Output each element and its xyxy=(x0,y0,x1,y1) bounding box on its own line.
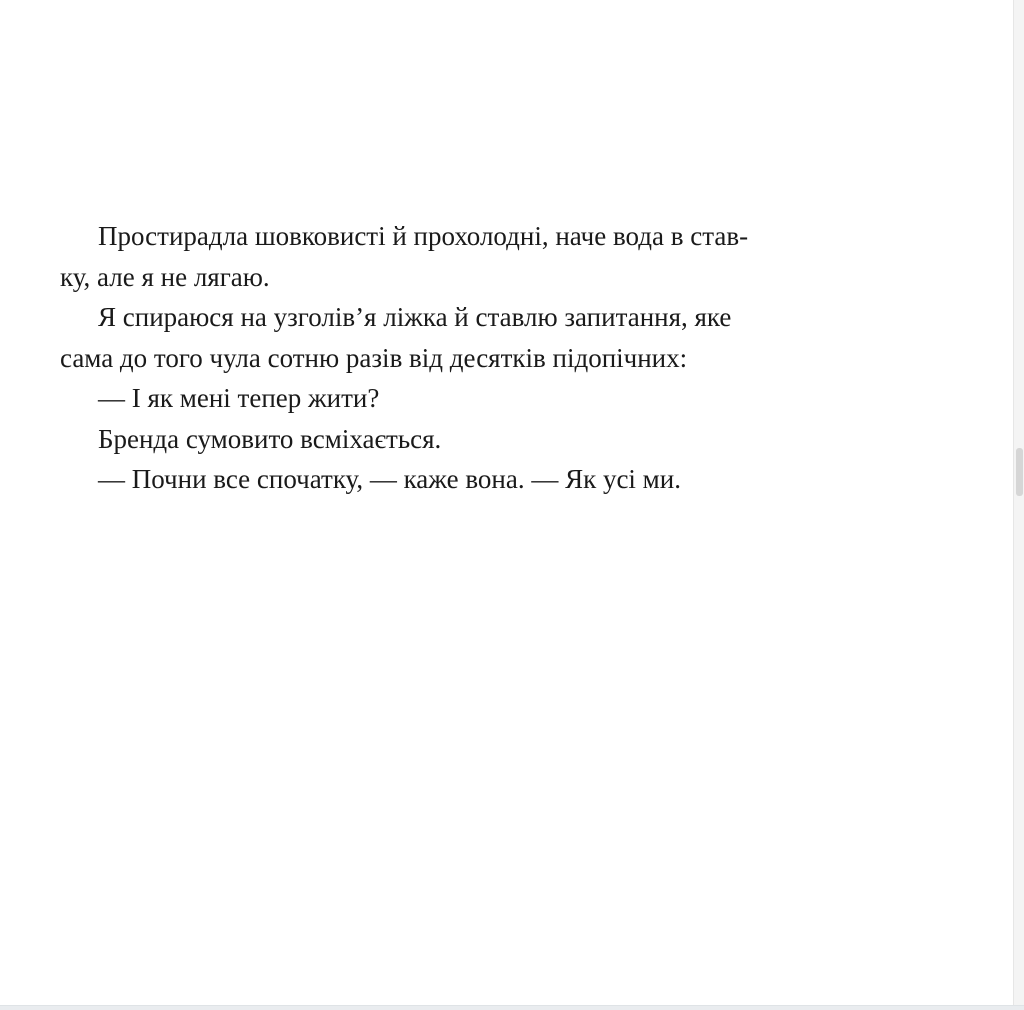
text-line: — Почни все спочатку, — каже вона. — Як усі ми. xyxy=(98,464,681,494)
scrollbar-thumb[interactable] xyxy=(1016,448,1023,496)
text-line: сама до того чула сотню разів від десятків підопічних: xyxy=(60,342,688,373)
vertical-scrollbar[interactable] xyxy=(1013,0,1024,1006)
text-line: Я спираюся на узголів’я ліжка й ставлю запитання, яке xyxy=(98,302,732,332)
text-line: — І як мені тепер жити? xyxy=(98,383,380,413)
text-line: Бренда сумовито всміхається. xyxy=(98,423,442,454)
body-text xyxy=(60,216,900,500)
text-line: ку, але я не лягаю. xyxy=(60,261,270,292)
page-bottom-edge xyxy=(0,1005,1024,1010)
text-line: Простирадла шовковисті й прохолодні, наче вода в став- xyxy=(98,221,749,251)
